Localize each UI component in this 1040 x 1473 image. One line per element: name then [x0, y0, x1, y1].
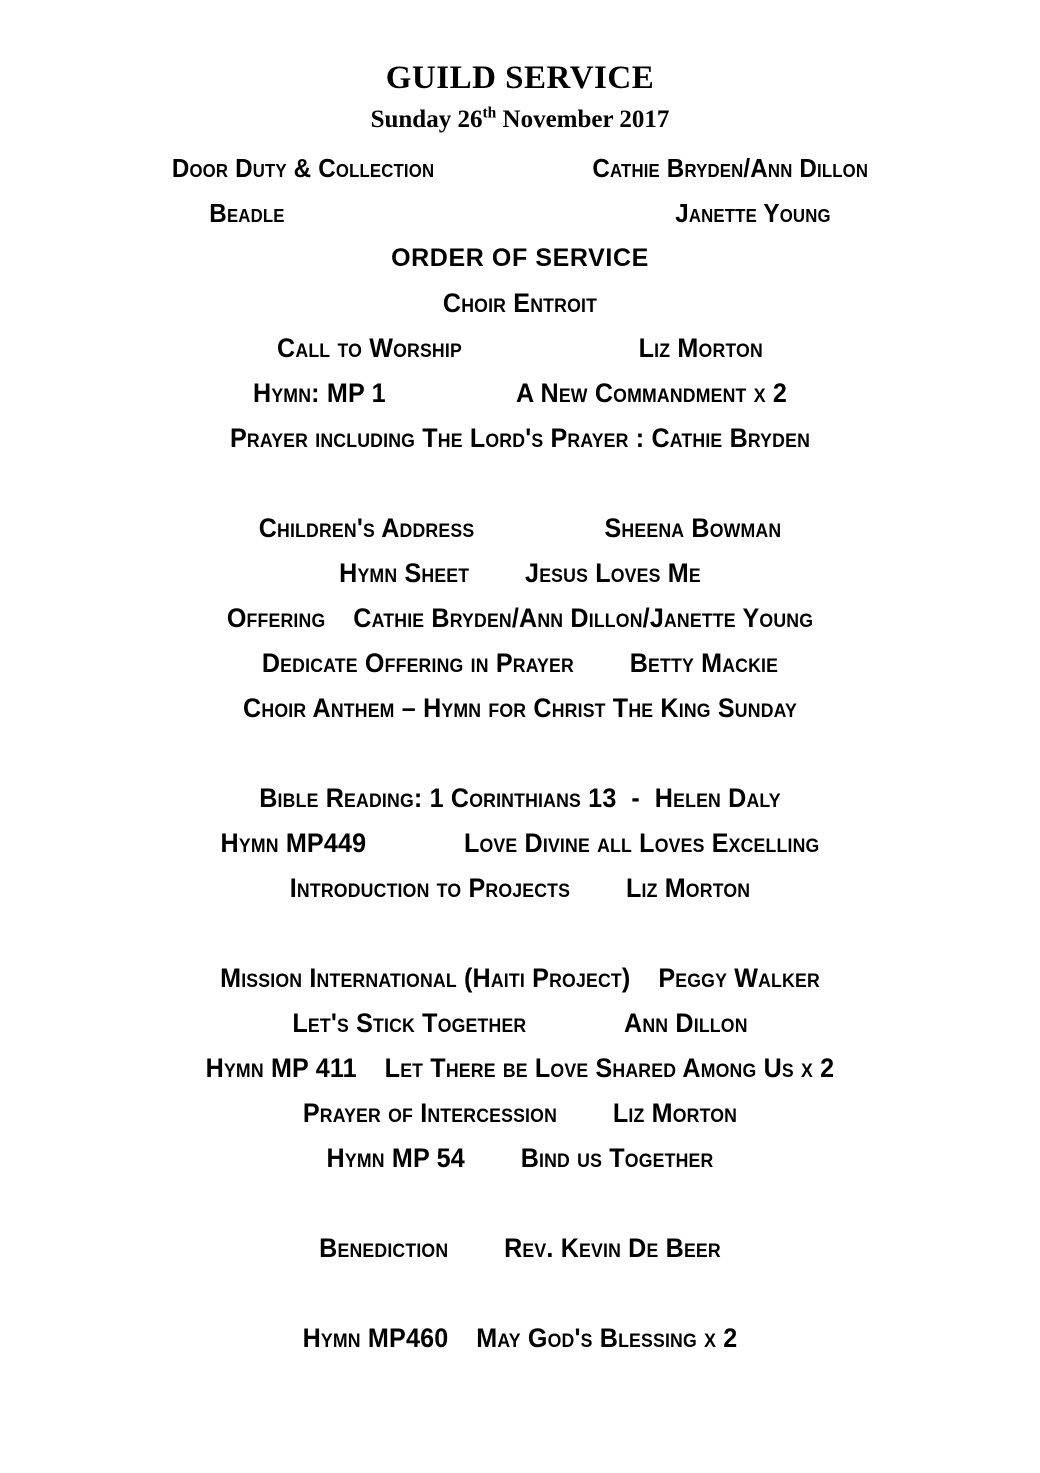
- order-row-benediction: [36, 1226, 1003, 1271]
- order-row-offering: [36, 596, 1003, 641]
- order-hymn-title: Jesus Loves Me: [525, 558, 701, 588]
- duty-role-label: Door Duty & Collection: [171, 153, 435, 183]
- order-row-mission-international: [36, 956, 1003, 1001]
- order-item-choir-entroit: Choir Entroit: [442, 288, 598, 318]
- blank-line: [0, 461, 1040, 506]
- service-date-ordinal: th: [482, 104, 497, 122]
- order-row-bible-reading: [36, 776, 1003, 821]
- service-date: [0, 95, 1040, 132]
- duty-person-label: Janette Young: [675, 198, 831, 228]
- order-hymn-title: May God's Blessing x 2: [476, 1323, 738, 1353]
- blank-line: [0, 911, 1040, 956]
- service-date-suffix: November 2017: [496, 106, 670, 133]
- duty-role-label: Beadle: [209, 198, 285, 228]
- order-item-label: Benediction: [319, 1233, 449, 1263]
- order-person-label: Betty Mackie: [629, 648, 779, 678]
- order-row-hymn-mp54: [36, 1136, 1003, 1181]
- order-person-label: Ann Dillon: [624, 1008, 748, 1038]
- order-person-label: Helen Daly: [654, 783, 781, 813]
- order-item-choir-anthem: Choir Anthem – Hymn for Christ The King Sunday: [243, 693, 797, 723]
- duty-person-label: Cathie Bryden/Ann Dillon: [592, 153, 869, 183]
- order-row-dedicate-offering: [36, 641, 1003, 686]
- page-title: GUILD SERVICE: [385, 60, 655, 96]
- blank-line: [0, 731, 1040, 776]
- order-row-lets-stick-together: [36, 1001, 1003, 1046]
- order-item-label: Let's Stick Together: [292, 1008, 527, 1038]
- order-hymn-title: Bind us Together: [520, 1143, 714, 1173]
- order-item-label: Hymn: MP 1: [253, 378, 386, 408]
- order-item-label: Offering: [226, 603, 326, 633]
- order-row-hymn-mp449: [36, 821, 1003, 866]
- order-row-call-to-worship: [36, 326, 1003, 371]
- order-item-label: Prayer of Intercession: [302, 1098, 558, 1128]
- order-person-label: Liz Morton: [638, 333, 763, 363]
- order-row-hymn-sheet: [36, 551, 1003, 596]
- order-hymn-title: A New Commandment x 2: [515, 378, 787, 408]
- order-item-label: Hymn Sheet: [339, 558, 470, 588]
- duty-row-beadle: [36, 191, 1003, 236]
- order-item-label: Hymn MP 411: [205, 1053, 357, 1083]
- order-person-label: Sheena Bowman: [604, 513, 782, 543]
- duty-row-door-duty: [36, 146, 1003, 191]
- order-row-prayer-of-intercession: [36, 1091, 1003, 1136]
- order-person-label: Liz Morton: [625, 873, 751, 903]
- order-person-label: Liz Morton: [612, 1098, 738, 1128]
- service-body: [0, 132, 1040, 1361]
- order-item-label: Bible Reading: 1 Corinthians 13: [259, 783, 617, 813]
- order-dash: -: [631, 783, 640, 813]
- order-item-label: Hymn MP 54: [326, 1143, 465, 1173]
- order-item-label: Dedicate Offering in Prayer: [261, 648, 574, 678]
- order-row-hymn-mp460: [36, 1316, 1003, 1361]
- blank-line: [0, 1271, 1040, 1316]
- order-of-service-heading: ORDER OF SERVICE: [391, 244, 649, 272]
- order-item-label: Mission International (Haiti Project): [220, 963, 631, 993]
- order-person-label: Rev. Kevin De Beer: [504, 1233, 721, 1263]
- order-item-label: Call to Worship: [277, 333, 462, 363]
- order-hymn-title: Let There be Love Shared Among Us x 2: [384, 1053, 835, 1083]
- service-date-prefix: Sunday 26: [370, 106, 483, 133]
- order-item-label: Hymn MP449: [220, 828, 367, 858]
- order-item-label: Hymn MP460: [302, 1323, 449, 1353]
- order-person-label: Cathie Bryden/Ann Dillon/Janette Young: [353, 603, 814, 633]
- order-item-prayer-including-lords-prayer: Prayer including The Lord's Prayer : Cathie Bryden: [229, 423, 811, 453]
- order-row-childrens-address: [36, 506, 1003, 551]
- blank-line: [0, 1181, 1040, 1226]
- order-row-introduction-projects: [36, 866, 1003, 911]
- order-hymn-title: Love Divine all Loves Excelling: [463, 828, 820, 858]
- order-row-hymn-mp1: [36, 371, 1003, 416]
- order-person-label: Peggy Walker: [658, 963, 820, 993]
- order-row-hymn-mp411: [36, 1046, 1003, 1091]
- order-item-label: Children's Address: [258, 513, 475, 543]
- order-item-label: Introduction to Projects: [289, 873, 571, 903]
